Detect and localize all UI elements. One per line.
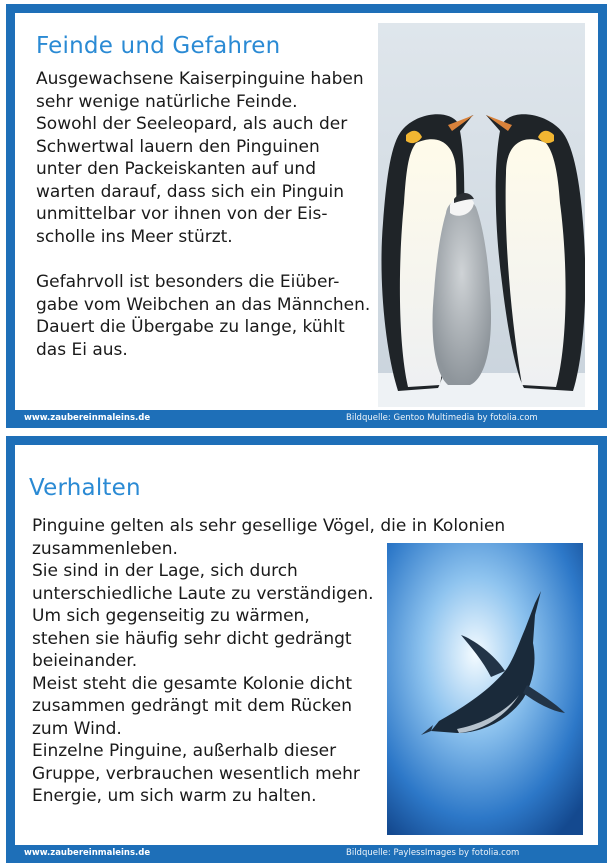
card-title: Feinde und Gefahren [36,33,281,59]
swimming-penguin-photo [387,543,583,835]
card-content [15,445,598,845]
card-paragraph: Pinguine gelten als sehr gesellige Vögel, die in Kolonien zusammenleben. Sie sind in der Lage, sich durch unterschiedliche Laute zu verständigen. Um sich gegenseitig zu wärmen, stehen sie häufig sehr dicht gedrängt beieinander. Meist steht die gesamte Kolonie dicht zusammen gedrängt mit dem Rücken zum Wind. Einzelne Pinguine, außerhalb dieser Gruppe, verbrauchen wesentlich mehr Energie, um sich warm zu halten. [32,516,506,806]
footer-website: www.zaubereinmaleins.de [24,848,151,858]
image-credit: Bildquelle: Gentoo Multimedia by fotolia.com [346,413,538,423]
info-card-behavior [6,436,607,863]
emperor-penguins-photo [378,23,585,407]
info-card-enemies [6,4,607,428]
card-paragraph: Ausgewachsene Kaiserpinguine haben sehr wenige natürliche Feinde. Sowohl der Seeleopard, als auch der Schwertwal lauern den Pinguinen unter den Packeiskanten auf und warten darauf, dass sich ein Pinguin unmittelbar vor ihnen von der Eis- scholle ins Meer stürzt. [36,69,364,247]
card-paragraph: Gefahrvoll ist besonders die Eiüber- gabe vom Weibchen an das Männchen. Dauert die Übergabe zu lange, kühlt das Ei aus. [36,272,371,360]
image-credit: Bildquelle: PaylessImages by fotolia.com [346,848,520,858]
card-content [15,13,598,410]
card-title: Verhalten [29,475,141,501]
footer-website: www.zaubereinmaleins.de [24,413,151,423]
